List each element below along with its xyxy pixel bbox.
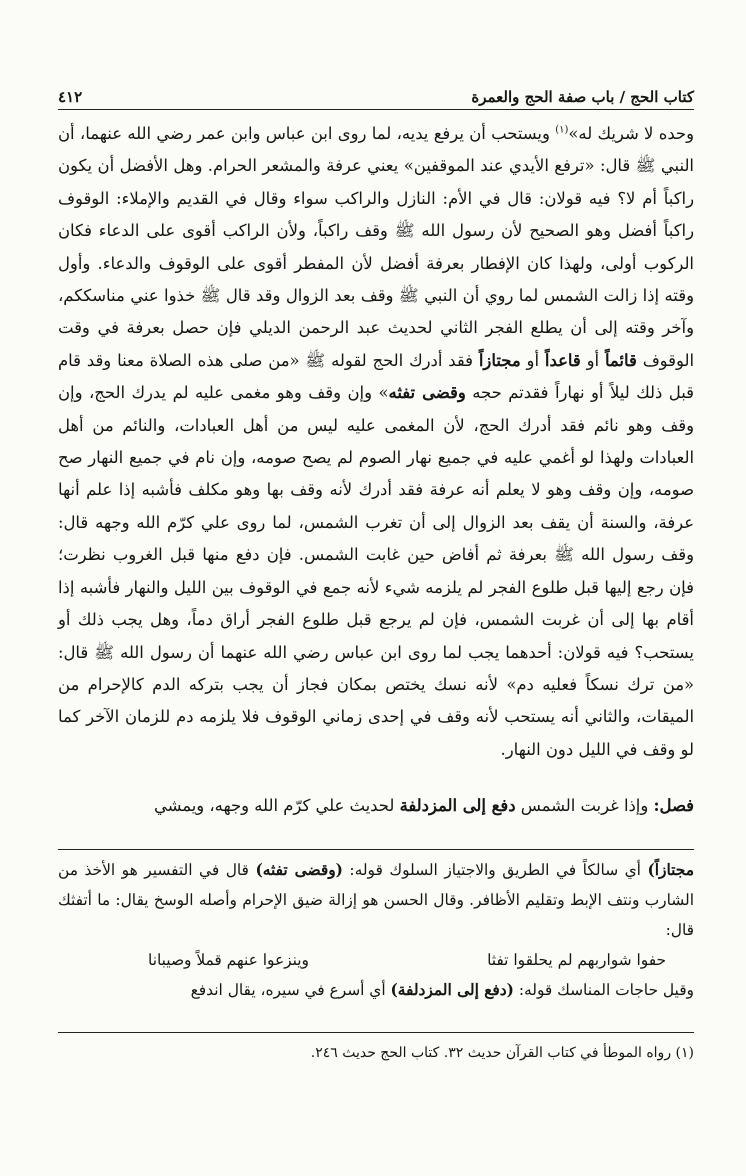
note-paragraph — [58, 855, 694, 945]
header-rule — [58, 109, 694, 110]
text-run: ويستحب أن يرفع يديه، لما روى ابن عباس وابن عمر رضي الله عنهما، أن النبي ﷺ قال: «ترفع الأيدي عند الموقفين» يعني عرفة والمشعر الحرام. وهل الأفضل أن يكون راكباً أم لا؟ فيه قولان: قال في الأم: النازل والراكب سواء وقال في القديم والإملاء: الوقوف راكباً أفضل وهو الصحيح لأن رسول الله ﷺ وقف راكباً، ولأن الراكب أقوى على الدعاء فكان الركوب أولى، ولهذا كان الإفطار بعرفة أفضل لأن المفطر أقوى على الوقوف والدعاء. وأول وقته إذا زالت الشمس لما روي أن النبي ﷺ وقف بعد الزوال وقد قال ﷺ خذوا عني مناسككم، وآخر وقته إلى أن يطلع الفجر الثاني لحديث عبد الرحمن الديلي فإن حصل بعرفة في وقت الوقوف — [58, 124, 695, 370]
text-run: أي سالكاً في الطريق والاجتياز السلوك قوله: — [342, 861, 648, 879]
page-number: ٤١٢ — [58, 88, 83, 106]
commentary-notes — [58, 855, 694, 1005]
lemma-bold: وقضى تفثه — [388, 383, 466, 403]
poetry-verse — [58, 945, 694, 975]
lemma-bold: مجتازاً — [478, 350, 521, 370]
running-title: كتاب الحج / باب صفة الحج والعمرة — [471, 88, 694, 106]
main-paragraph — [58, 118, 694, 766]
section-label: فصل: — [653, 796, 694, 816]
text-run: أي أسرع في سيره، يقال اندفع — [190, 981, 391, 999]
text-run: وإذا غربت الشمس — [515, 796, 654, 816]
lemma-bold: قائماً — [604, 350, 637, 370]
text-run: لحديث علي كرّم الله وجهه، ويمشي — [153, 796, 400, 816]
lemma-bold: قاعداً — [544, 350, 581, 370]
verse-second-hemistich: وينزعوا عنهم قملاً وصيبانا — [148, 951, 309, 969]
text-run: » وإن وقف وهو مغمى عليه لم يدرك الحج، وإن وقف وهو نائم فقد أدرك الحج، لأن المغمى عليه ليس من أهل العبادات، والنائم من أهل العبادات ولهذا لو أغمي عليه في جميع نهار الصوم لم يصح صومه، وإن نام في جميع النهار صح صومه، وإن وقف وهو لا يعلم أنه عرفة فقد أدرك لأنه وقف بها وهو مكلف فأشبه إذا علم أنها عرفة، والسنة أن يقف بعد الزوال إلى أن تغرب الشمس، لما روى علي كرّم الله وجهه قال: وقف رسول الله ﷺ بعرفة ثم أفاض حين غابت الشمس. فإن دفع منها قبل الغروب نظرت؛ فإن رجع إليها قبل طلوع الفجر لم يلزمه شيء لأنه جمع في الوقوف بين الليل والنهار فأشبه إذا أقام بها إلى أن غربت الشمس، فإن لم يرجع قبل طلوع الفجر أراق دماً، وهل يجب ذلك أو يستحب؟ فيه قولان: أحدهما يجب لما روى ابن عباس رضي الله عنهما أن رسول الله ﷺ قال: «من ترك نسكاً فعليه دم» لأنه نسك يختص بمكان فجاز أن يجب بتركه الدم كالإحرام من الميقات، والثاني أنه يستحب لأنه وقف في إحدى زماني الوقوف فلا يلزمه دم للزمان الآخر كما لو وقف في الليل دون النهار. — [58, 383, 694, 759]
section-paragraph — [58, 790, 694, 822]
verse-first-hemistich: حفوا شواربهم لم يحلقوا تفثا — [487, 951, 666, 969]
footnote-rule — [58, 1032, 694, 1033]
note-paragraph — [58, 975, 694, 1005]
text-run: أو — [580, 350, 605, 370]
text-run: وقيل حاجات المناسك قوله: — [513, 981, 694, 999]
footnote-ref[interactable]: (١) — [555, 124, 569, 136]
text-run: أو — [520, 350, 545, 370]
text-run: قال في التفسير هو الأخذ من الشارب ونتف الإبط وتقليم الأظافر. وقال الحسن هو إزالة ضيق الإحرام وأصله الوسخ يقال: ما أتفثك قال: — [58, 861, 694, 939]
lemma-bold: مجتازاً) — [647, 861, 694, 879]
text-run: فقد أدرك الحج لقوله ﷺ «من صلى هذه الصلاة معنا وقد قام قبل ذلك ليلاً أو نهاراً فقدتم حجه — [58, 350, 695, 403]
text-run: وحده لا شريك له» — [568, 124, 694, 143]
lemma-bold: دفع إلى المزدلفة — [399, 796, 516, 816]
main-text — [58, 118, 694, 823]
lemma-bold: (دفع إلى المزدلفة) — [390, 981, 514, 999]
footnotes — [58, 1040, 694, 1066]
notes-rule — [58, 849, 694, 850]
lemma-bold: (وقضى تفثه) — [255, 861, 343, 879]
running-header — [58, 82, 694, 106]
footnote: (١) رواه الموطأ في كتاب القرآن حديث ٣٢. كتاب الحج حديث ٢٤٦. — [310, 1045, 694, 1061]
